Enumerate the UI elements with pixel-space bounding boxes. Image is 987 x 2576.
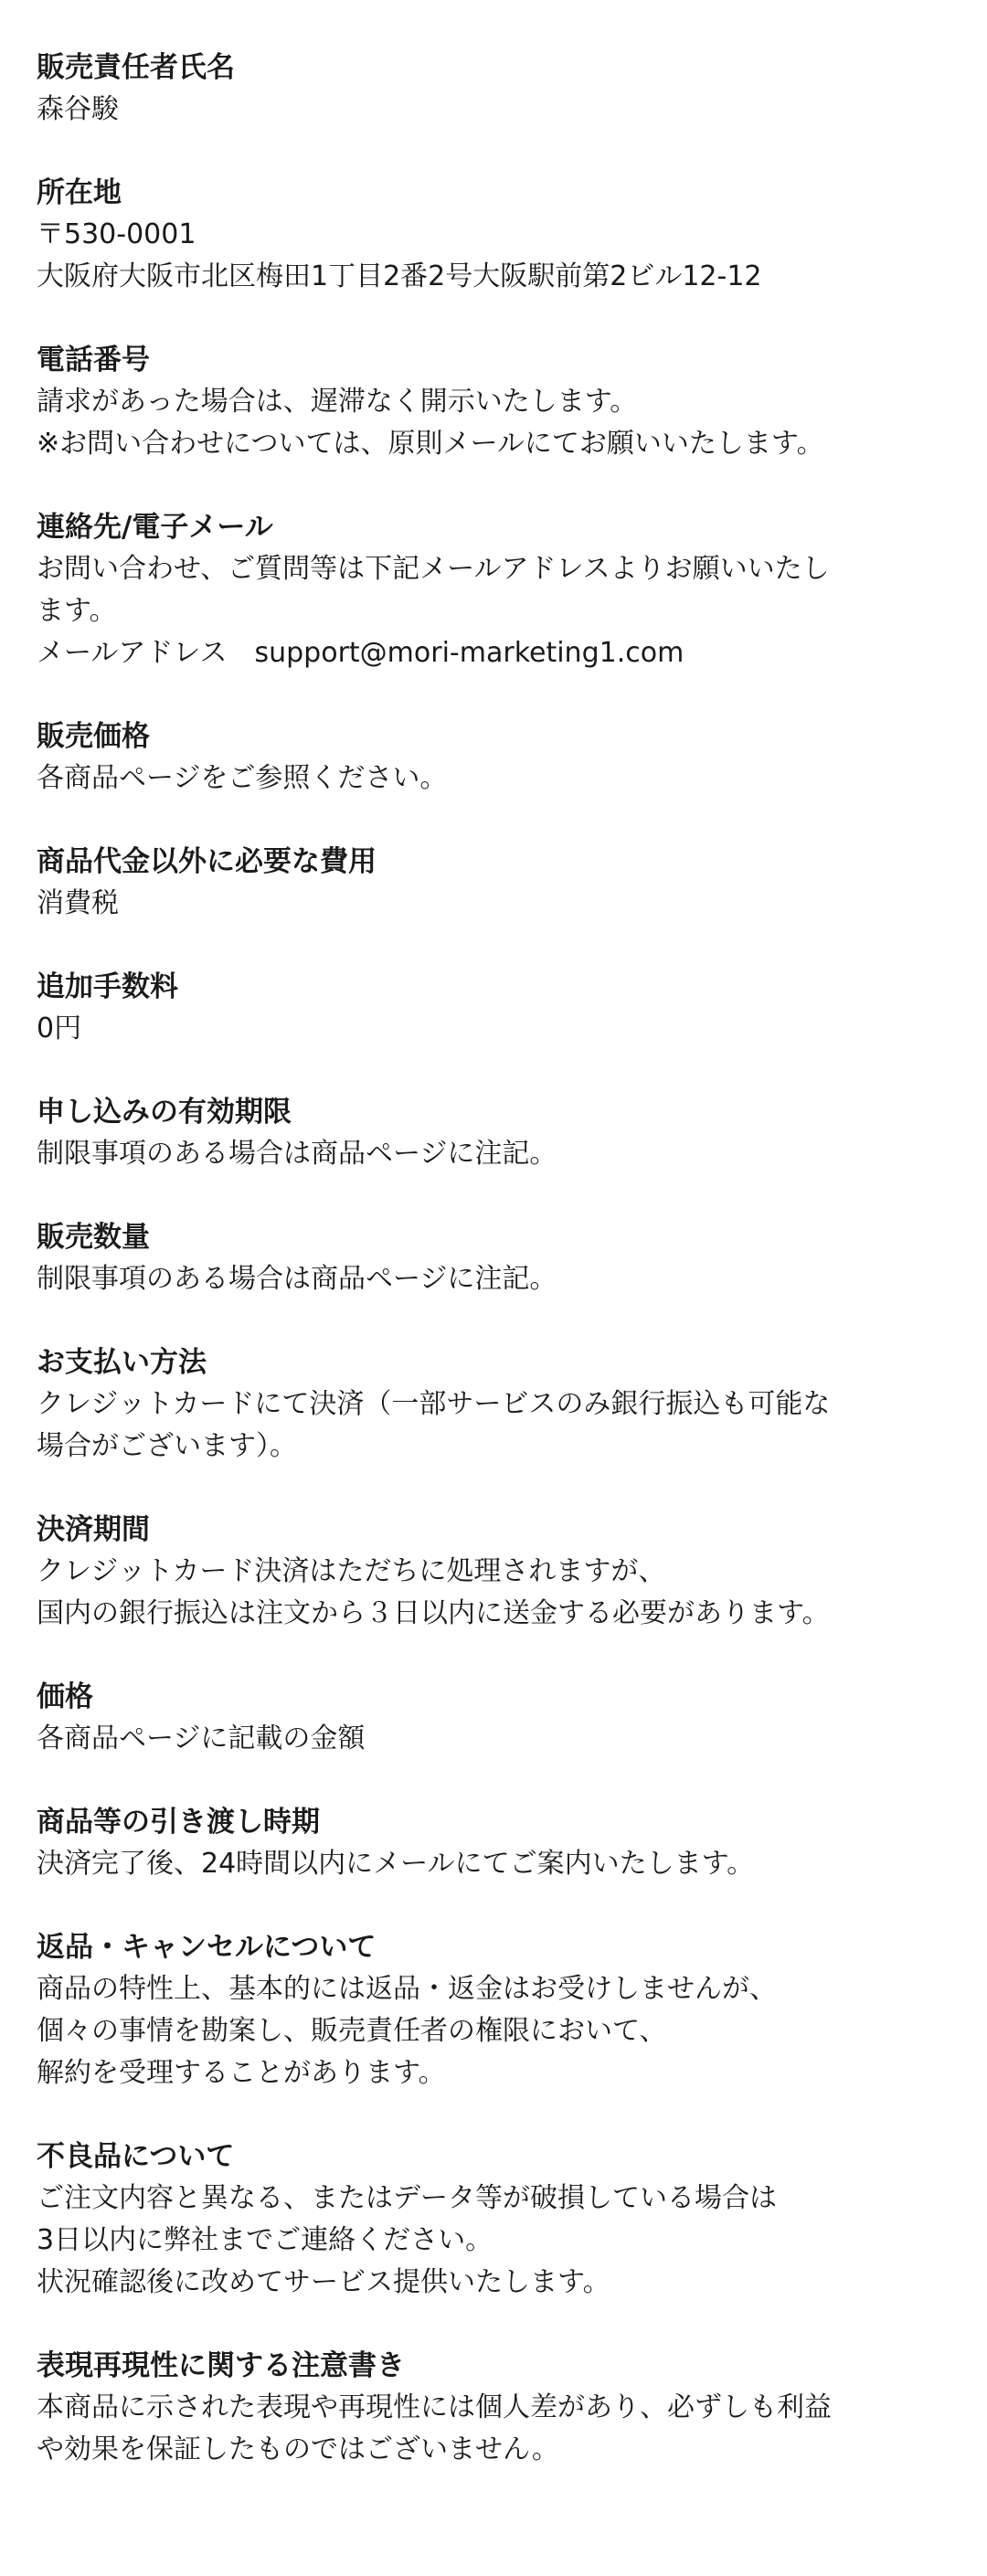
section-heading: 決済期間 [37,1513,150,1546]
section-heading: 販売数量 [37,1221,150,1254]
section-text: 場合がございます）。 [37,1430,297,1462]
phone-section [37,339,950,465]
section-heading: 商品等の引き渡し時期 [37,1806,320,1839]
section-text: 状況確認後に改めてサービス提供いたします。 [37,2266,610,2298]
section-text: 森谷駿 [37,93,119,125]
section-text: 本商品に示された表現や再現性には個人差があり、必ずしも利益 [37,2391,832,2423]
section-text: 大阪府大阪市北区梅田1丁目2番2号大阪駅前第2ビル12-12 [37,260,762,292]
price-section [37,1676,950,1760]
address-section [37,172,950,298]
section-text: 〒530-0001 [37,218,196,250]
section-heading: 商品代金以外に必要な費用 [37,845,377,878]
section-heading: 販売価格 [37,720,150,753]
section-heading: 追加手数料 [37,970,178,1003]
section-text: クレジットカード決済はただちに処理されますが、 [37,1555,666,1587]
section-text: 各商品ページに記載の金額 [37,1723,366,1754]
section-heading: 不良品について [37,2140,235,2173]
email-address-text: メールアドレス support@mori-marketing1.com [37,637,685,669]
section-text: や効果を保証したものではございません。 [37,2433,559,2465]
section-heading: 所在地 [37,176,122,209]
section-text: ます。 [37,595,117,627]
section-text: お問い合わせ、ご質問等は下記メールアドレスよりお願いいたし [37,553,830,585]
section-text: 解約を受理することがあります。 [37,2057,446,2089]
section-heading: 販売責任者氏名 [37,51,235,84]
section-heading: 電話番号 [37,344,150,376]
section-heading: 返品・キャンセルについて [37,1931,377,1964]
section-heading: 連絡先/電子メール [37,511,273,544]
payment-method-section [37,1341,950,1468]
section-heading: 申し込みの有効期限 [37,1096,292,1129]
delivery-timing-section [37,1801,950,1885]
defective-goods-section [37,2136,950,2304]
section-text: 制限事項のある場合は商品ページに注記。 [37,1263,557,1295]
sales-price-section [37,716,950,800]
payment-period-section [37,1509,950,1635]
section-heading: お支払い方法 [37,1346,207,1379]
results-disclaimer-section [37,2345,950,2471]
returns-cancellation-section [37,1926,950,2094]
extra-fees-section [37,966,950,1050]
section-text: 各商品ページをご参照ください。 [37,762,448,794]
section-heading: 表現再現性に関する注意書き [37,2349,405,2382]
contact-email-section [37,506,950,674]
section-text: 3日以内に弊社までご連絡ください。 [37,2224,494,2256]
section-text: 制限事項のある場合は商品ページに注記。 [37,1138,557,1170]
section-text: ※お問い合わせについては、原則メールにてお願いいたします。 [37,428,824,460]
section-text: ご注文内容と異なる、またはデータ等が破損している場合は [37,2182,777,2214]
section-text: 商品の特性上、基本的には返品・返金はお受けしませんが、 [37,1973,777,2005]
section-text: 個々の事情を勘案し、販売責任者の権限において、 [37,2015,667,2047]
section-text: 請求があった場合は、遅滞なく開示いたします。 [37,386,638,418]
section-text: 決済完了後、24時間以内にメールにてご案内いたします。 [37,1848,755,1880]
additional-costs-section [37,841,950,925]
section-heading: 価格 [37,1680,93,1713]
seller-name-section [37,47,950,131]
section-text: 国内の銀行振込は注文から３日以内に送金する必要があります。 [37,1597,830,1629]
sales-quantity-section [37,1216,950,1300]
section-text: 0円 [37,1012,82,1044]
section-text: クレジットカードにて決済（一部サービスのみ銀行振込も可能な [37,1388,831,1420]
application-validity-section [37,1091,950,1175]
section-text: 消費税 [37,887,119,919]
